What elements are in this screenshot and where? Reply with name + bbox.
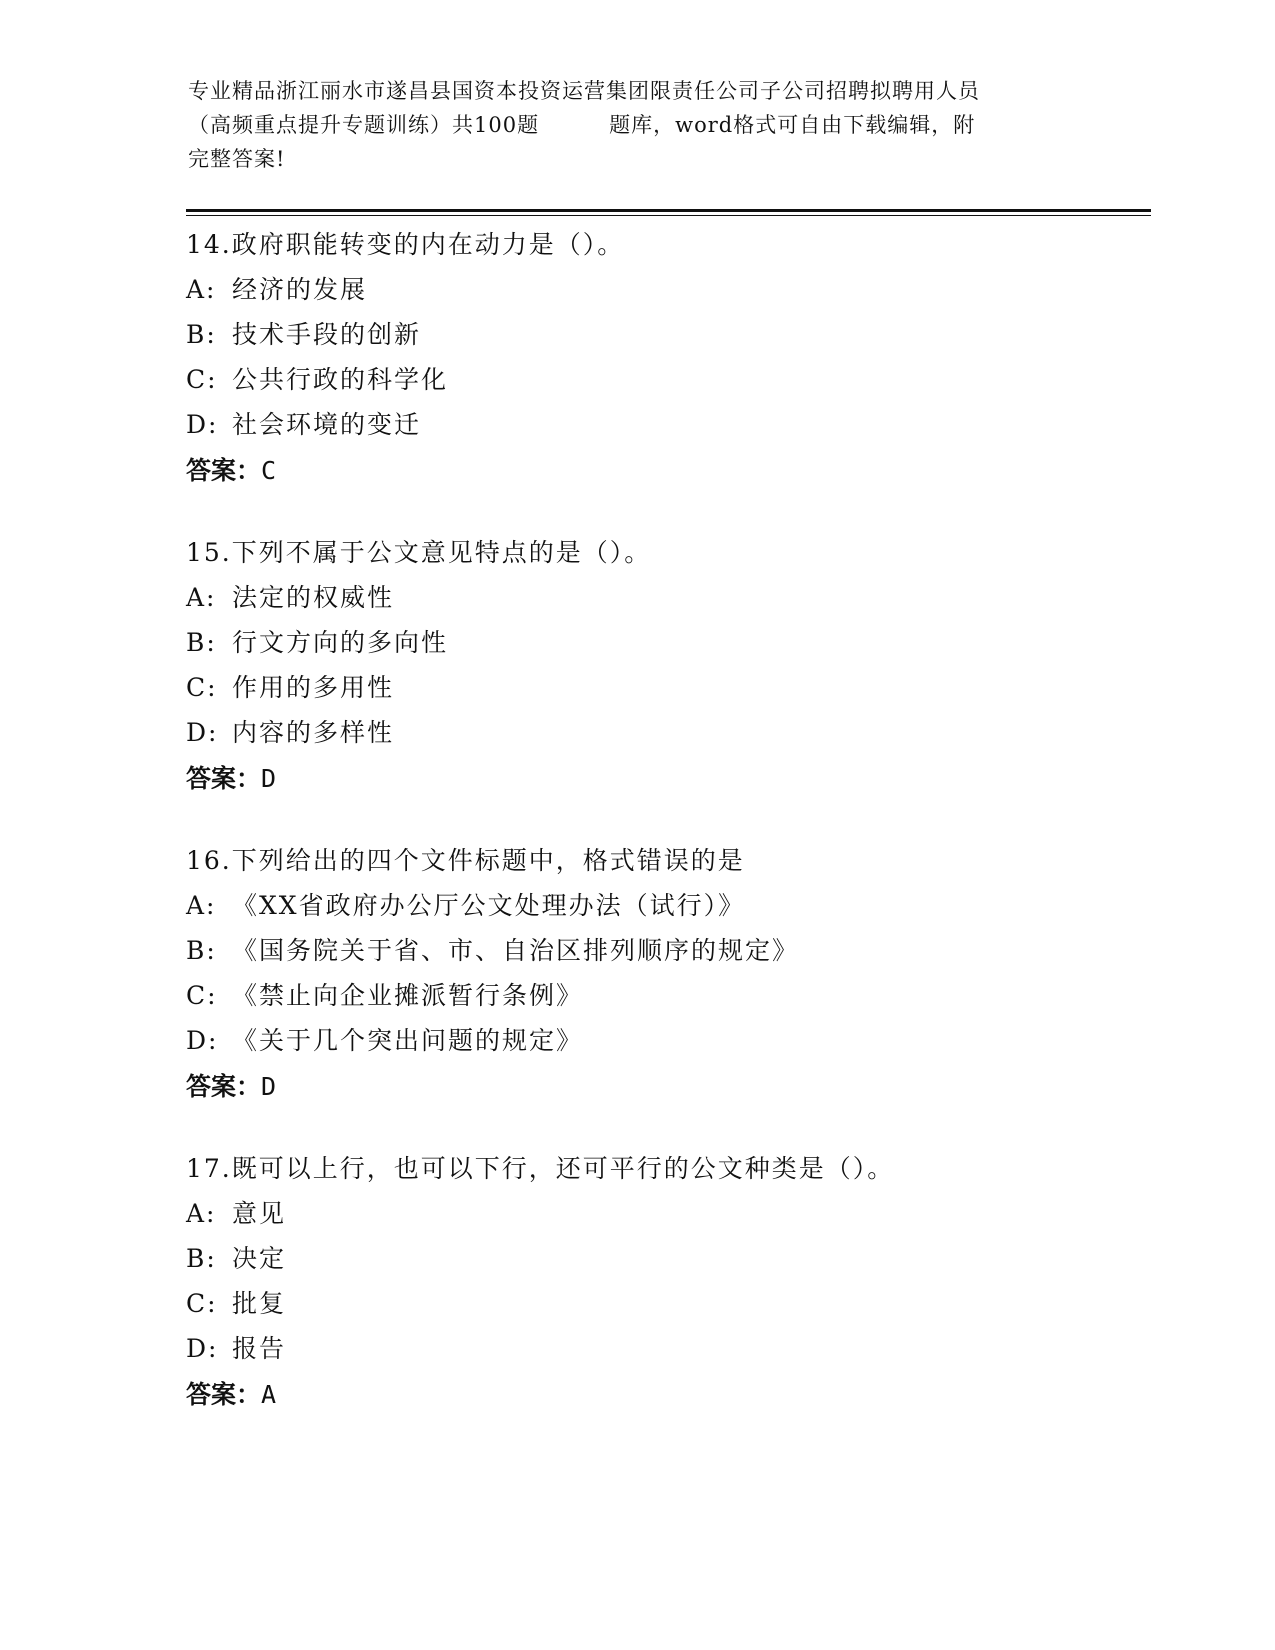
question-15 <box>186 530 1146 802</box>
option-c <box>186 1281 1146 1326</box>
answer-value: D <box>261 1072 277 1101</box>
option-text: 技术手段的创新 <box>232 320 422 349</box>
option-text: 《禁止向企业摊派暂行条例》 <box>232 981 584 1010</box>
header-line-2a: （高频重点提升专题训练）共100题 <box>188 113 540 137</box>
answer-label: 答案： <box>186 764 262 793</box>
option-c <box>186 973 1146 1018</box>
option-letter: D: <box>186 718 219 747</box>
option-a <box>186 883 1146 928</box>
option-b <box>186 928 1146 973</box>
option-text: 意见 <box>232 1199 287 1228</box>
option-text: 作用的多用性 <box>232 673 395 702</box>
header-divider-thin <box>186 215 1151 216</box>
question-list <box>186 222 1146 1454</box>
option-letter: A: <box>186 583 217 612</box>
option-text: 《关于几个突出问题的规定》 <box>232 1026 584 1055</box>
question-14 <box>186 222 1146 494</box>
option-letter: C: <box>186 365 218 394</box>
option-text: 行文方向的多向性 <box>232 628 449 657</box>
option-b <box>186 1236 1146 1281</box>
option-letter: D: <box>186 410 219 439</box>
option-d <box>186 402 1146 447</box>
answer-value: C <box>261 456 277 485</box>
option-b <box>186 312 1146 357</box>
option-d <box>186 1018 1146 1063</box>
answer-line <box>186 755 1146 802</box>
header-line-1: 专业精品浙江丽水市遂昌县国资本投资运营集团限责任公司子公司招聘拟聘用人员 <box>188 79 980 103</box>
header-divider-thick <box>186 209 1151 212</box>
answer-value: D <box>261 764 277 793</box>
option-c <box>186 665 1146 710</box>
option-letter: A: <box>186 891 217 920</box>
answer-line <box>186 447 1146 494</box>
answer-label: 答案： <box>186 456 262 485</box>
answer-line <box>186 1063 1146 1110</box>
option-text: 批复 <box>232 1289 287 1318</box>
option-letter: B: <box>186 628 217 657</box>
answer-value: A <box>261 1380 277 1409</box>
option-text: 法定的权威性 <box>232 583 395 612</box>
answer-label: 答案： <box>186 1380 262 1409</box>
header-line-3: 完整答案! <box>188 147 286 171</box>
question-stem: 17.既可以上行，也可以下行，还可平行的公文种类是（）。 <box>186 1154 895 1183</box>
question-stem: 16.下列给出的四个文件标题中，格式错误的是 <box>186 846 745 875</box>
header-line-2 <box>188 108 1088 142</box>
option-text: 决定 <box>232 1244 287 1273</box>
option-letter: C: <box>186 1289 218 1318</box>
option-text: 内容的多样性 <box>232 718 395 747</box>
question-17 <box>186 1146 1146 1418</box>
option-a <box>186 1191 1146 1236</box>
option-letter: B: <box>186 936 217 965</box>
option-text: 社会环境的变迁 <box>232 410 422 439</box>
option-letter: B: <box>186 1244 217 1273</box>
option-letter: B: <box>186 320 217 349</box>
answer-label: 答案： <box>186 1072 262 1101</box>
option-letter: A: <box>186 1199 217 1228</box>
option-a <box>186 575 1146 620</box>
option-text: 报告 <box>232 1334 287 1363</box>
option-text: 《XX省政府办公厅公文处理办法（试行）》 <box>232 891 746 920</box>
option-letter: D: <box>186 1026 219 1055</box>
question-16 <box>186 838 1146 1110</box>
option-a <box>186 267 1146 312</box>
option-text: 《国务院关于省、市、自治区排列顺序的规定》 <box>232 936 800 965</box>
question-stem: 15.下列不属于公文意见特点的是（）。 <box>186 538 652 567</box>
header-line-2b: 题库，word格式可自由下载编辑，附 <box>609 113 976 137</box>
option-letter: D: <box>186 1334 219 1363</box>
option-text: 公共行政的科学化 <box>232 365 449 394</box>
option-letter: C: <box>186 981 218 1010</box>
option-letter: C: <box>186 673 218 702</box>
question-stem: 14.政府职能转变的内在动力是（）。 <box>186 230 625 259</box>
option-d <box>186 710 1146 755</box>
option-b <box>186 620 1146 665</box>
answer-line <box>186 1371 1146 1418</box>
option-c <box>186 357 1146 402</box>
document-header <box>188 74 1088 176</box>
option-letter: A: <box>186 275 217 304</box>
option-text: 经济的发展 <box>232 275 368 304</box>
option-d <box>186 1326 1146 1371</box>
